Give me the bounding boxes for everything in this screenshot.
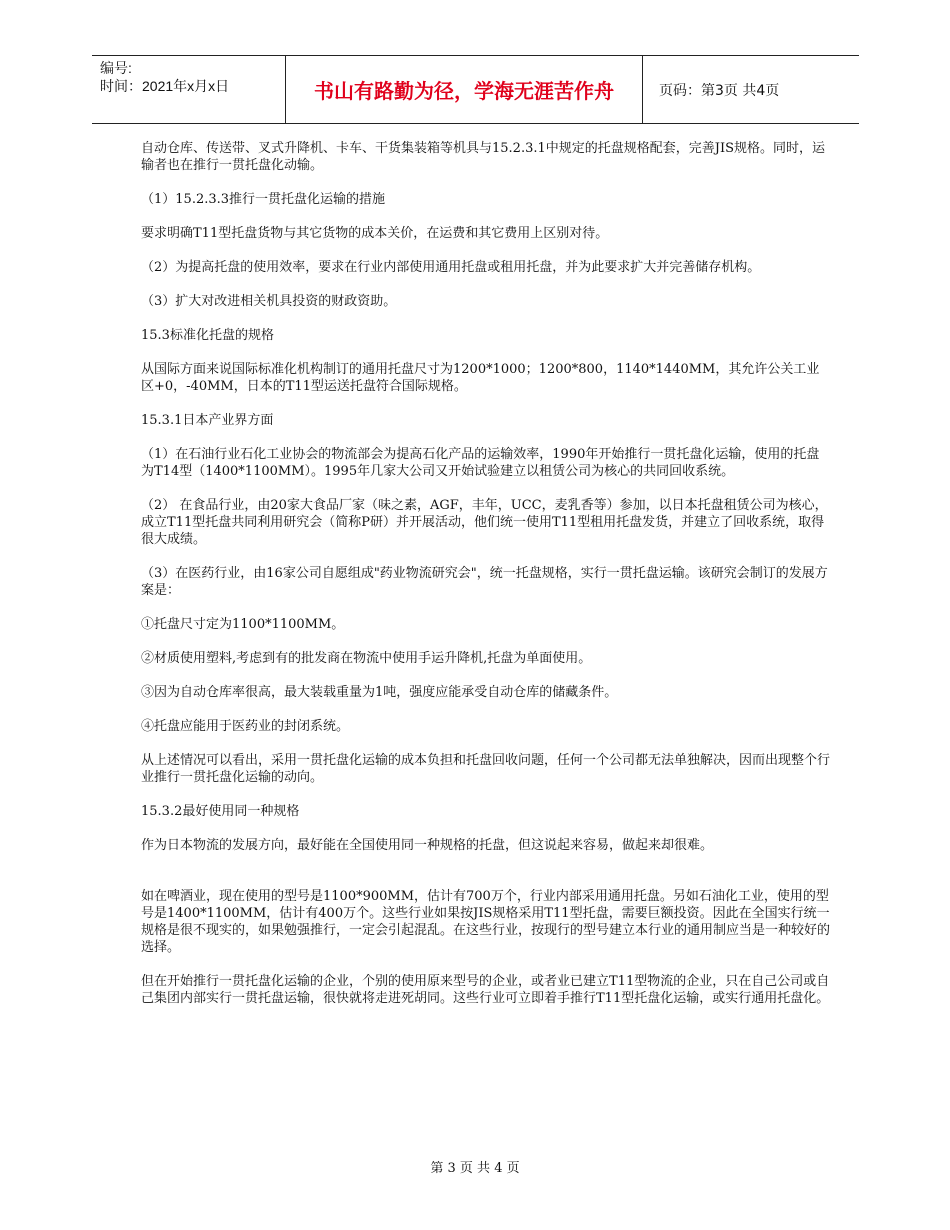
paragraph: 但在开始推行一贯托盘化运输的企业，个别的使用原来型号的企业，或者业已建立T11型物流的企业，只在自己公司或自己集团内部实行一贯托盘运输，很快就将走进死胡同。这些行业可立即着手推行T11型托盘化运输，或实行通用托盘化。 [141, 974, 830, 1006]
section-heading: （1）15.2.3.3推行一贯托盘化运输的措施 [141, 192, 386, 207]
paragraph: （2） 在食品行业，由20家大食品厂家（味之素，AGF，丰年，UCC，麦乳香等）参加，以日本托盘租赁公司为核心，成立T11型托盘共同利用研究会（简称P研）并开展活动，他们统一使用T11型租用托盘发货，并建立了回收系统，取得很大成绩。 [141, 498, 828, 547]
paragraph: 要求明确T11型托盘货物与其它货物的成本关价，在运费和其它费用上区别对待。 [141, 226, 609, 241]
paragraph: 从国际方面来说国际标准化机构制订的通用托盘尺寸为1200*1000；1200*800，1140*1440MM，其允许公关工业区+0，-40MM，日本的T11型运送托盘符合国际规格。 [141, 362, 820, 394]
list-item: ②材质使用塑料,考虑到有的批发商在物流中使用手运升降机,托盘为单面使用。 [141, 651, 592, 666]
document-body [141, 140, 831, 1024]
paragraph: （3）扩大对改进相关机具投资的财政资助。 [141, 294, 397, 309]
paragraph: 如在啤酒业，现在使用的型号是1100*900MM，估计有700万个，行业内部采用通用托盘。另如石油化工业，使用的型号是1400*1100MM，估计有400万个。这些行业如果按JIS规格采用T11型托盘，需要巨额投资。因此在全国实行统一规格是很不现实的，如果勉强推行，一定会引起混乱。在这些行业，按现行的型号建立本行业的通用制应当是一种较好的选择。 [141, 889, 831, 955]
paragraph: 自动仓库、传送带、叉式升降机、卡车、干货集装箱等机具与15.2.3.1中规定的托盘规格配套，完善JIS规格。同时，运输者也在推行一贯托盘化动输。 [141, 141, 826, 173]
document-time-label: 时间：2021年x月x日 [100, 78, 230, 94]
paragraph: 从上述情况可以看出，采用一贯托盘化运输的成本负担和托盘回收问题，任何一个公司都无法单独解决，因而出现整个行业推行一贯托盘化运输的动向。 [141, 753, 831, 785]
header-motto: 书山有路勤为径，学海无涯苦作舟 [285, 56, 643, 123]
list-item: ④托盘应能用于医药业的封闭系统。 [141, 719, 350, 734]
list-item: ③因为自动仓库率很高，最大装载重量为1吨，强度应能承受自动仓库的储藏条件。 [141, 685, 618, 700]
section-heading: 15.3.2最好使用同一种规格 [141, 804, 300, 819]
paragraph: （3）在医药行业，由16家公司自愿组成"药业物流研究会"，统一托盘规格，实行一贯托盘运输。该研究会制订的发展方案是： [141, 566, 828, 598]
page-header [92, 55, 859, 124]
page-footer: 第 3 页 共 4 页 [430, 1161, 520, 1176]
header-page-info: 页码：第3页 共4页 [659, 82, 780, 99]
section-heading: 15.3.1日本产业界方面 [141, 413, 274, 428]
paragraph: （1）在石油行业石化工业协会的物流部会为提高石化产品的运输效率，1990年开始推行一贯托盘化运输，使用的托盘为T14型（1400*1100MM）。1995年几家大公司又开始试验建立以租赁公司为核心的共同回收系统。 [141, 447, 820, 479]
list-item: ①托盘尺寸定为1100*1100MM。 [141, 617, 345, 632]
paragraph: 作为日本物流的发展方向，最好能在全国使用同一种规格的托盘，但这说起来容易，做起来却很难。 [141, 838, 714, 853]
document-number-label: 编号: [100, 60, 132, 76]
paragraph: （2）为提高托盘的使用效率，要求在行业内部使用通用托盘或租用托盘，并为此要求扩大并完善储存机构。 [141, 260, 761, 275]
section-heading: 15.3标准化托盘的规格 [141, 328, 274, 343]
header-meta [100, 59, 229, 95]
